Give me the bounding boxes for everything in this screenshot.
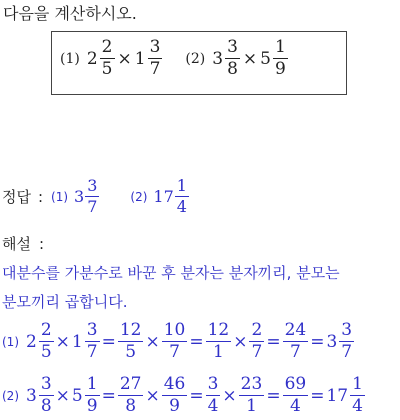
equals-sign: = xyxy=(189,331,204,352)
instruction-text: 다음을 계산하시오. xyxy=(3,4,137,23)
step-1-fraction-1 xyxy=(118,322,144,361)
denominator: 7 xyxy=(87,197,98,216)
numerator: 3 xyxy=(87,176,98,195)
denominator: 8 xyxy=(125,396,137,416)
times-operator: × xyxy=(55,385,70,406)
answer-2-label: (2) xyxy=(130,189,148,204)
times-operator: × xyxy=(117,48,132,69)
step-1-start-b-whole: 1 xyxy=(71,331,83,352)
numerator: 10 xyxy=(163,320,186,340)
equals-sign: = xyxy=(101,331,116,352)
numerator: 1 xyxy=(352,374,363,394)
explanation-title: 해설 xyxy=(2,235,31,253)
answer-2-whole: 17 xyxy=(153,187,174,206)
problem-1-label: (1) xyxy=(60,50,80,67)
step-2-result-fraction xyxy=(350,376,365,415)
numerator: 3 xyxy=(341,320,353,340)
denominator: 9 xyxy=(274,59,286,79)
step-1-start-b-fraction xyxy=(85,322,100,361)
times-operator: × xyxy=(55,331,70,352)
step-1-start-fraction xyxy=(39,322,54,361)
explanation-colon: : xyxy=(38,234,45,253)
step-2-label: (2) xyxy=(2,388,19,403)
denominator: 4 xyxy=(352,396,363,416)
numerator: 1 xyxy=(86,374,98,394)
denominator: 5 xyxy=(101,59,113,79)
explanation-step-2 xyxy=(2,376,366,415)
denominator: 1 xyxy=(213,342,224,362)
step-2-start-b-whole: 5 xyxy=(71,385,83,406)
denominator: 8 xyxy=(40,396,52,416)
step-1-result-whole: 3 xyxy=(326,331,338,352)
answer-2-fraction xyxy=(175,178,189,215)
problem-line xyxy=(60,39,289,78)
problem-2-fraction-a xyxy=(225,39,240,78)
problem-2-label: (2) xyxy=(185,50,206,67)
times-operator: × xyxy=(145,385,160,406)
step-2-fraction-5 xyxy=(283,376,309,415)
step-2-start-whole: 3 xyxy=(26,385,37,406)
equals-sign: = xyxy=(266,385,281,406)
step-1-label: (1) xyxy=(2,334,19,349)
denominator: 7 xyxy=(289,342,301,362)
times-operator: × xyxy=(242,48,258,69)
numerator: 2 xyxy=(40,320,52,340)
equals-sign: = xyxy=(266,331,281,352)
equals-sign: = xyxy=(189,385,204,406)
numerator: 12 xyxy=(119,320,142,340)
numerator: 46 xyxy=(163,374,186,394)
numerator: 69 xyxy=(284,374,307,394)
step-2-fraction-3 xyxy=(206,376,221,415)
denominator: 9 xyxy=(169,396,180,416)
denominator: 4 xyxy=(207,396,219,416)
numerator: 3 xyxy=(86,320,98,340)
times-operator: × xyxy=(222,385,237,406)
numerator: 24 xyxy=(284,320,307,340)
denominator: 7 xyxy=(149,59,161,79)
numerator: 1 xyxy=(176,176,187,195)
denominator: 5 xyxy=(40,342,52,362)
times-operator: × xyxy=(233,331,248,352)
answer-colon: : xyxy=(37,187,44,206)
numerator: 3 xyxy=(40,374,52,394)
step-2-fraction-1 xyxy=(118,376,144,415)
denominator: 5 xyxy=(125,342,137,362)
explanation-step-1 xyxy=(2,322,355,361)
step-2-fraction-4 xyxy=(239,376,265,415)
explanation-header xyxy=(2,233,44,254)
numerator: 3 xyxy=(149,37,161,57)
denominator: 4 xyxy=(289,396,301,416)
denominator: 7 xyxy=(86,342,98,362)
denominator: 1 xyxy=(246,396,257,416)
denominator: 7 xyxy=(341,342,353,362)
step-1-fraction-2 xyxy=(162,322,188,361)
problem-2-whole-b: 5 xyxy=(260,48,271,69)
denominator: 9 xyxy=(86,396,98,416)
step-2-start-fraction xyxy=(39,376,54,415)
equals-sign: = xyxy=(310,331,325,352)
step-1-fraction-5 xyxy=(283,322,309,361)
numerator: 3 xyxy=(207,374,219,394)
answer-1-fraction xyxy=(85,178,99,215)
denominator: 8 xyxy=(227,59,238,79)
numerator: 23 xyxy=(240,374,263,394)
equals-sign: = xyxy=(101,385,116,406)
step-1-result-fraction xyxy=(339,322,354,361)
problem-1-fraction-a xyxy=(100,39,115,78)
denominator: 7 xyxy=(251,342,263,362)
equals-sign: = xyxy=(310,385,325,406)
numerator: 27 xyxy=(119,374,142,394)
step-1-fraction-3 xyxy=(206,322,232,361)
step-1-start-whole: 2 xyxy=(26,331,37,352)
step-2-start-b-fraction xyxy=(85,376,100,415)
explanation-text-line-2: 분모끼리 곱합니다. xyxy=(2,293,128,311)
denominator: 7 xyxy=(169,342,180,362)
answer-line xyxy=(2,178,190,215)
answer-1-whole: 3 xyxy=(74,187,85,206)
numerator: 2 xyxy=(251,320,263,340)
explanation-text-line-1: 대분수를 가분수로 바꾼 후 분자는 분자끼리, 분모는 xyxy=(2,264,340,282)
answer-title: 정답 xyxy=(2,188,31,206)
times-operator: × xyxy=(145,331,160,352)
step-1-fraction-4 xyxy=(249,322,264,361)
problem-1-whole-a: 2 xyxy=(86,48,98,69)
problem-2-fraction-b xyxy=(273,39,288,78)
answer-1-label: (1) xyxy=(51,189,69,204)
denominator: 4 xyxy=(176,197,187,216)
numerator: 12 xyxy=(207,320,230,340)
problem-2-whole-a: 3 xyxy=(212,48,224,69)
problem-1-fraction-b xyxy=(148,39,163,78)
problem-1-whole-b: 1 xyxy=(134,48,146,69)
numerator: 2 xyxy=(101,37,113,57)
step-2-result-whole: 17 xyxy=(326,385,349,406)
numerator: 3 xyxy=(227,37,238,57)
numerator: 1 xyxy=(274,37,286,57)
step-2-fraction-2 xyxy=(162,376,188,415)
